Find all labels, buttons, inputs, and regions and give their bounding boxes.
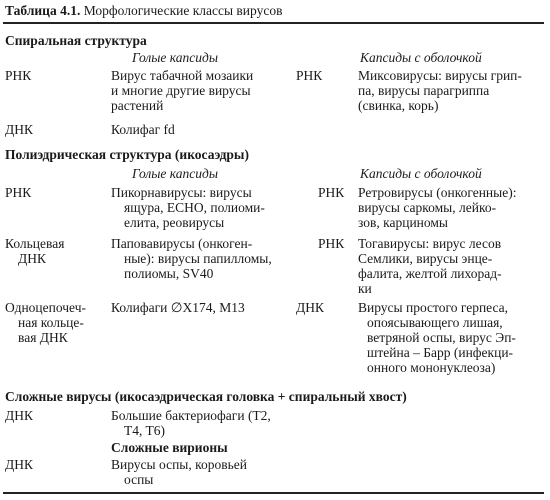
acid-label: ДНК	[18, 251, 46, 266]
naked-line: Вирусы оспы, коровьей	[111, 457, 247, 472]
acid-label: РНК	[5, 185, 32, 200]
acid-label: вая ДНК	[18, 330, 68, 345]
naked-line: и многие другие вирусы	[111, 83, 251, 98]
naked-line: Паповавирусы (онкоген-	[111, 236, 253, 251]
naked-line: Большие бактериофаги (T2,	[111, 408, 271, 423]
section-title-polyhedral: Полиэдрическая структура (икосаэдры)	[5, 147, 249, 162]
env-line: Вирусы простого герпеса,	[358, 300, 509, 315]
env-line: фалита, желтой лихорад-	[358, 266, 502, 281]
env-line: онного мононуклеоза)	[367, 360, 496, 375]
subhead-complex-virions: Сложные вирионы	[111, 440, 228, 455]
naked-line: растений	[111, 98, 164, 113]
env-line: опоясывающего лишая,	[367, 315, 503, 330]
section-title-complex: Сложные вирусы (икосаэдрическая головка + спиральный хвост)	[5, 389, 407, 404]
naked-line: полиомы, SV40	[124, 266, 214, 281]
col-head-env-helical: Капсиды с оболочкой	[360, 50, 482, 65]
col-head-env-poly: Капсиды с оболочкой	[360, 166, 482, 181]
acid-label: ДНК	[5, 457, 33, 472]
acid-label: Одноцепочеч-	[5, 300, 86, 315]
acid-label: ДНК	[5, 408, 33, 423]
caption-rule	[3, 22, 544, 24]
env-line: Тогавирусы: вирус лесов	[358, 236, 502, 251]
naked-line: Вирус табачной мозаики	[111, 68, 254, 83]
env-acid-label: РНК	[318, 185, 345, 200]
naked-line: елита, реовирусы	[124, 215, 225, 230]
env-line: Ретровирусы (онкогенные):	[358, 185, 517, 200]
naked-line: ящура, ECHO, полиоми-	[124, 200, 265, 215]
env-acid-label: РНК	[296, 68, 323, 83]
caption-label: Таблица 4.1.	[5, 3, 81, 18]
env-line: вирусы саркомы, лейко-	[358, 200, 497, 215]
table-caption	[5, 3, 282, 18]
acid-label: РНК	[5, 68, 32, 83]
env-line: зов, карциномы	[358, 215, 449, 230]
env-line: штейна – Барр (инфекци-	[367, 345, 514, 360]
naked-line: Колифаг fd	[111, 122, 175, 137]
env-line: ки	[358, 281, 372, 296]
col-head-naked-poly: Голые капсиды	[132, 166, 218, 181]
table-bottom-rule	[3, 492, 544, 494]
col-head-naked-helical: Голые капсиды	[132, 50, 218, 65]
env-line: (свинка, корь)	[358, 98, 439, 113]
env-line: па, вирусы парагриппа	[358, 83, 490, 98]
naked-line: T4, T6)	[124, 423, 165, 438]
naked-line: оспы	[124, 472, 154, 487]
naked-line: Колифаги ∅X174, M13	[111, 300, 245, 315]
env-acid-label: РНК	[318, 236, 345, 251]
caption-text: Морфологические классы вирусов	[83, 3, 283, 18]
naked-line: ные): вирусы папилломы,	[124, 251, 272, 266]
env-line: Семлики, вирусы энце-	[358, 251, 493, 266]
naked-line: Пикорнавирусы: вирусы	[111, 185, 252, 200]
acid-label: ДНК	[5, 122, 33, 137]
env-acid-label: ДНК	[296, 300, 324, 315]
acid-label: ная кольце-	[18, 315, 84, 330]
section-title-helical: Спиральная структура	[5, 33, 147, 48]
acid-label: Кольцевая	[5, 236, 65, 251]
env-line: ветряной оспы, вирус Эп-	[367, 330, 516, 345]
env-line: Миксовирусы: вирусы грип-	[358, 68, 522, 83]
